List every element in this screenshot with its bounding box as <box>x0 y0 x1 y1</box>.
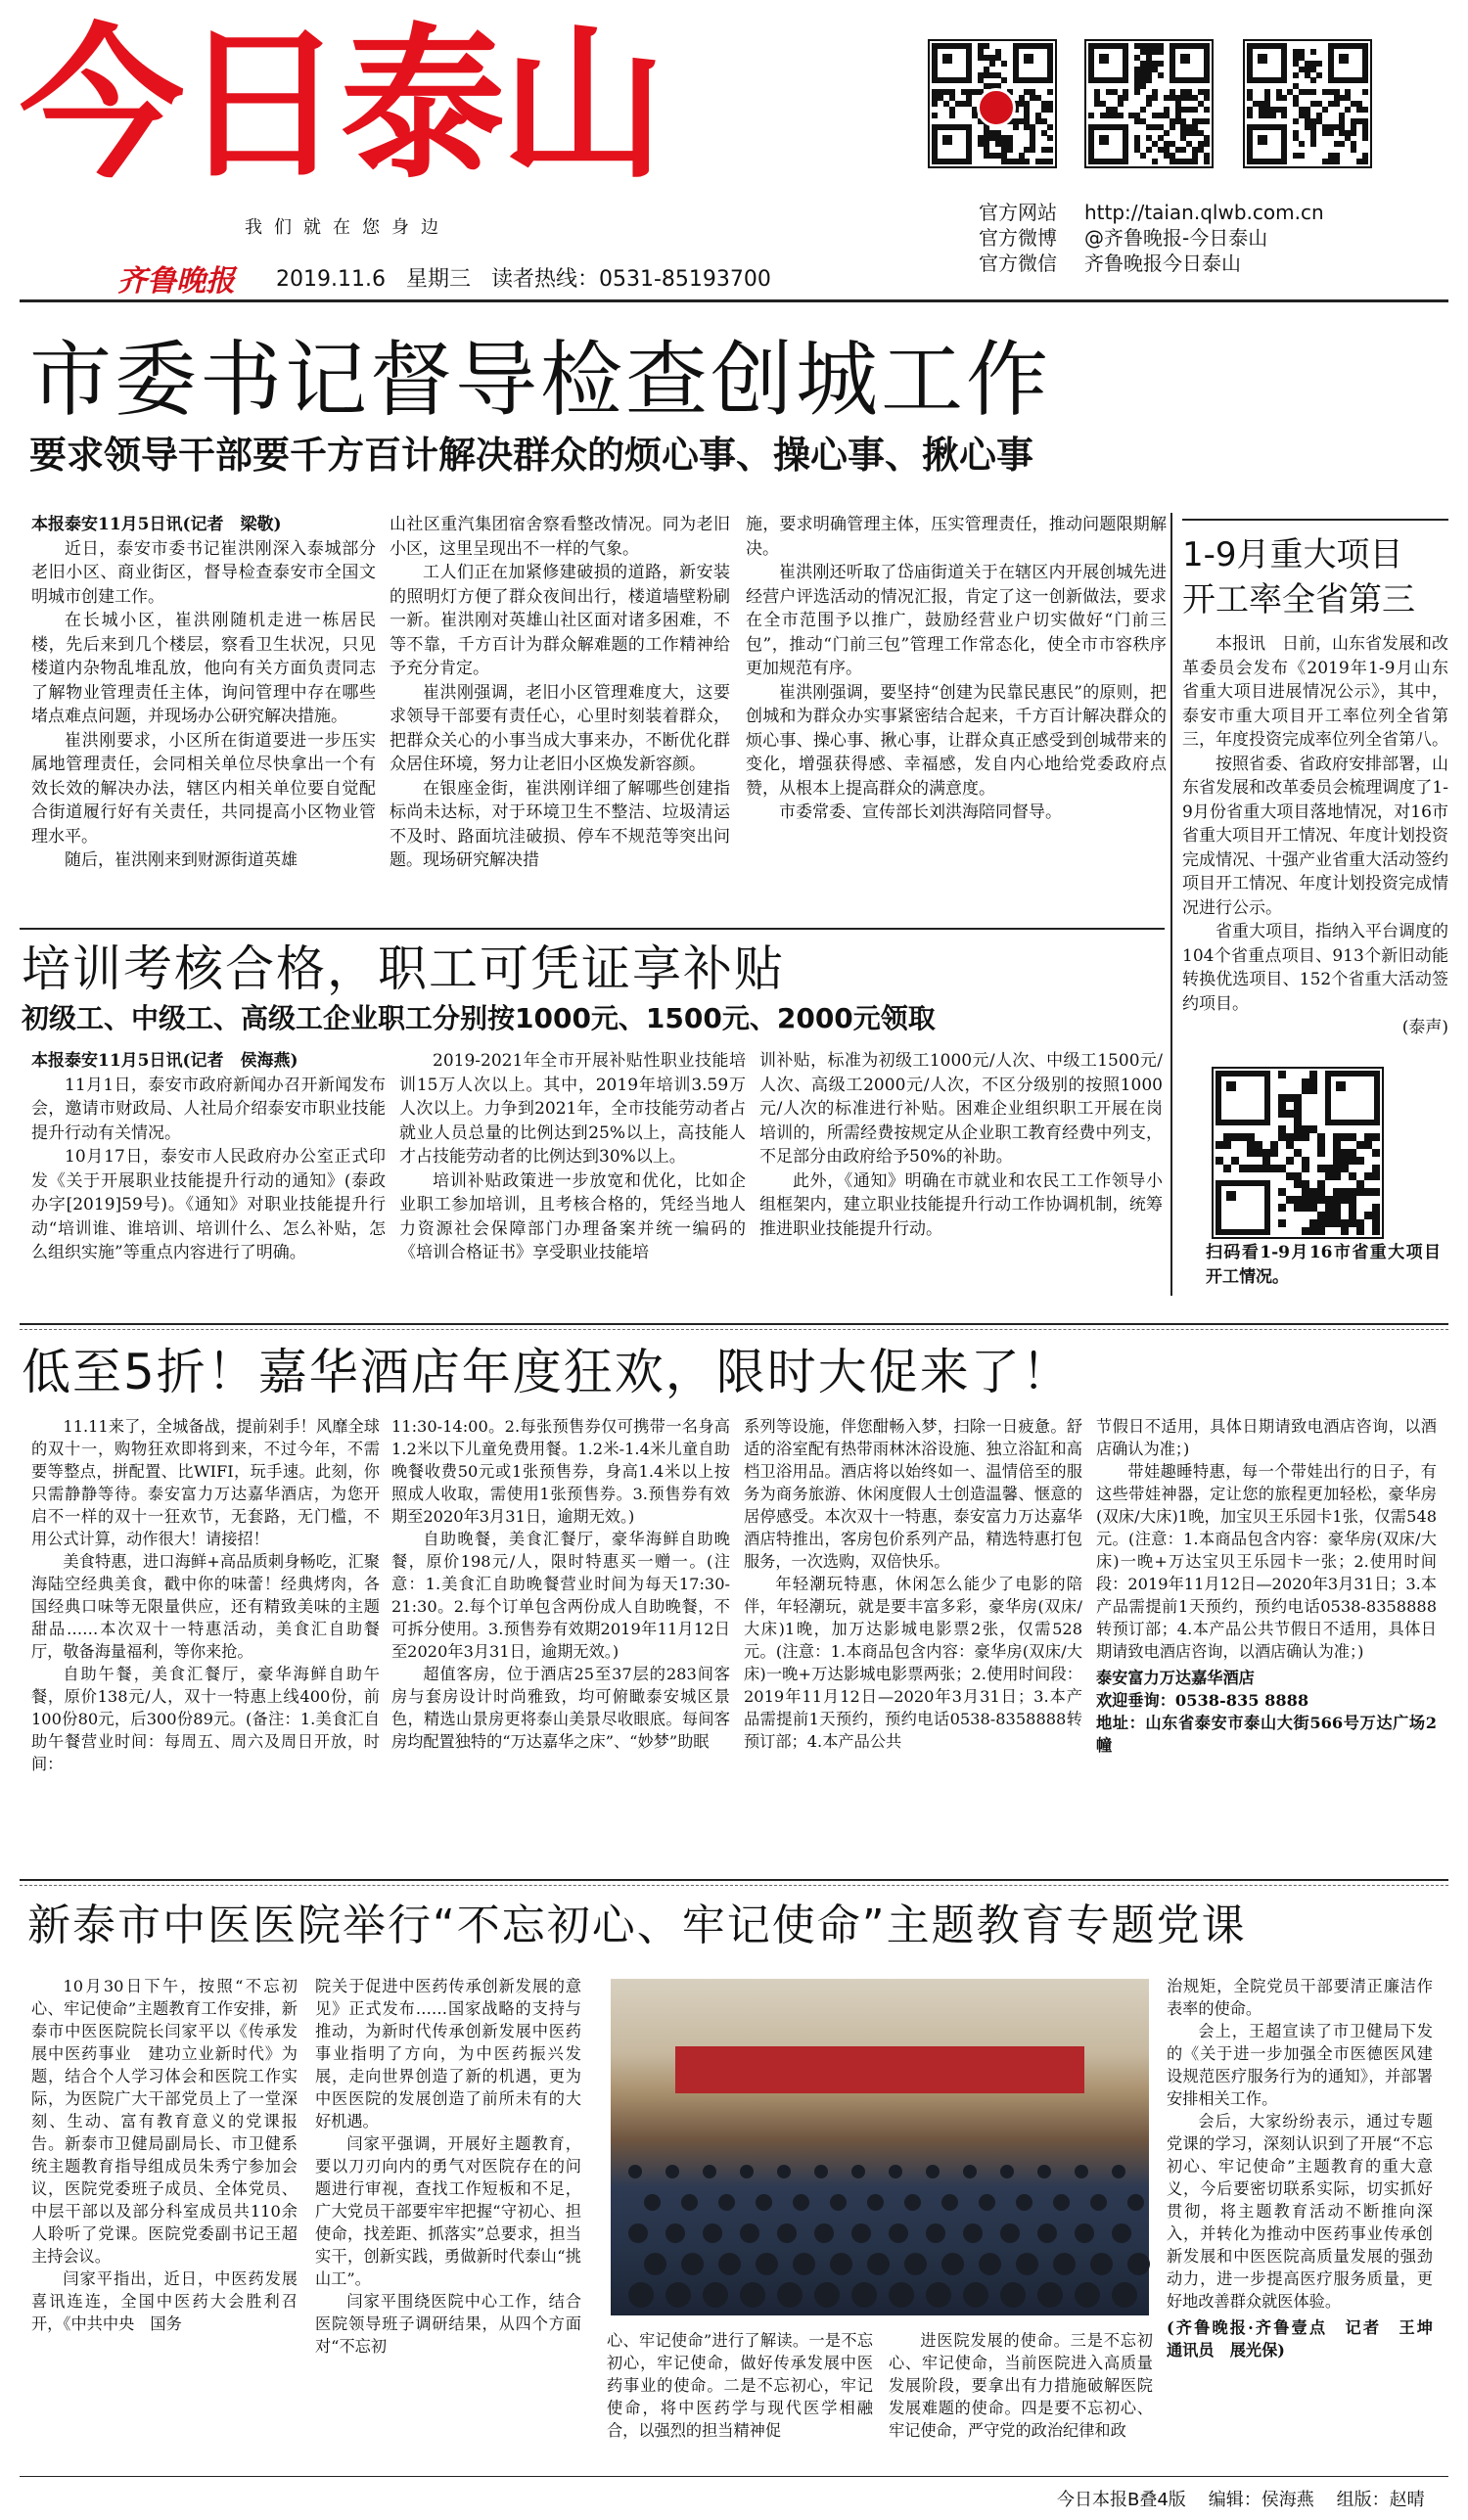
qr-code-icon <box>1084 39 1214 168</box>
hotel-address: 地址：山东省泰安市泰山大街566号万达广场2幢 <box>1096 1714 1437 1755</box>
issue-date: 2019.11.6 <box>276 267 386 292</box>
newspaper-logo: 今日泰山 <box>20 9 662 201</box>
article-subhead: 初级工、中级工、高级工企业职工分别按1000元、1500元、2000元领取 <box>22 1002 936 1034</box>
article4-column-2 <box>315 1975 581 2358</box>
paragraph: 闫家平围绕医院中心工作，结合医院领导班子调研结果，从四个方面对“不忘初 <box>315 2292 581 2356</box>
paragraph: 2019-2021年全市开展补贴性职业技能培训15万人次以上。其中，2019年培训3.59万人次以上。力争到2021年，全市技能劳动者占就业人员总量的比例达到25%以上，高技能人才占技能劳动者的比例达到30%以上。 <box>399 1051 746 1167</box>
paragraph: 省重大项目，指纳入平台调度的104个省重点项目、913个新旧动能转换优选项目、152个省重大活动签约项目。 <box>1182 922 1448 1014</box>
section-divider <box>20 1879 1448 1886</box>
paragraph: 11月1日，泰安市政府新闻办召开新闻发布会，邀请市财政局、人社局介绍泰安市职业技能提升行动有关情况。 <box>31 1075 386 1143</box>
official-wechat: 齐鲁晚报今日泰山 <box>1084 252 1241 275</box>
article3-column-4 <box>1096 1415 1437 1757</box>
sidebar-top-rule <box>1182 519 1448 521</box>
article2-column-2 <box>399 1049 746 1265</box>
masthead-divider <box>20 299 1448 302</box>
sidebar-title-line: 开工率全省第三 <box>1182 580 1415 619</box>
paragraph: 崔洪刚强调，老旧小区管理难度大，这要求领导干部要有责任心，心里时刻装着群众，把群众关心的小事当成大事来办，不断优化群众居住环境，努力让老旧小区焕发新容颜。 <box>390 682 730 774</box>
footer <box>1057 2486 1425 2511</box>
paragraph: 节假日不适用，具体日期请致电酒店咨询，以酒店确认为准；) <box>1096 1417 1437 1458</box>
paragraph: 培训补贴政策进一步放宽和优化，比如企业职工参加培训，且考核合格的，凭经当地人力资源社会保障部门办理备案并统一编码的《培训合格证书》享受职业技能培 <box>399 1170 746 1262</box>
article-byline: 本报泰安11月5日讯(记者 侯海燕) <box>31 1051 298 1071</box>
paragraph: 闫家平强调，开展好主题教育，要以刀刃向内的勇气对医院存在的问题进行审视，查找工作短板和不足，广大党员干部要牢牢把握“守初心、担使命，找差距、抓落实”总要求，担当实干，创新实践，勇做新时代泰山“挑山工”。 <box>315 2134 581 2288</box>
footer-page: 今日本报B叠4版 <box>1057 2490 1186 2510</box>
paragraph: 进医院发展的使命。三是不忘初心、牢记使命，当前医院进入高质量发展阶段，要拿出有力措施破解医院发展难题的使命。四是要不忘初心、牢记使命，严守党的政治纪律和政 <box>889 2331 1153 2440</box>
article4-column-4 <box>889 2329 1153 2442</box>
paragraph: 院关于促进中医药传承创新发展的意见》正式发布……国家战略的支持与推动，为新时代传承创新发展中医药事业指明了方向，为中医药振兴发展，走向世界创造了新的机遇，更为中医医院的发展创造了前所未有的大好机遇。 <box>315 1977 581 2131</box>
qr-code-icon <box>1243 39 1372 168</box>
footer-layout: 组版：赵晴 <box>1336 2490 1425 2510</box>
paragraph: 治规矩，全院党员干部要清正廉洁作表率的使命。 <box>1167 1977 1433 2018</box>
hotel-phone: 欢迎垂询：0538-835 8888 <box>1096 1691 1309 1710</box>
paragraph: 此外，《通知》明确在市就业和农民工工作领导小组框架内，建立职业技能提升行动工作协调机制，统筹推进职业技能提升行动。 <box>759 1170 1163 1239</box>
paragraph: 崔洪刚强调，要坚持“创建为民靠民惠民”的原则，把创城和为群众办实事紧密结合起来，千方百计解决群众的烦心事、操心事、揪心事，让群众真正感受到创城带来的变化，增强获得感、幸福感，发自内心地给党委政府点赞，从根本上提高群众的满意度。 <box>746 682 1167 799</box>
paragraph: 会上，王超宣读了市卫健局下发的《关于进一步加强全市医德医风建设规范医疗服务行为的通知》，并部署安排相关工作。 <box>1167 2022 1433 2108</box>
paragraph: 崔洪刚还听取了岱庙街道关于在辖区内开展创城先进经营户评选活动的情况汇报，肯定了这一创新做法，要求在全市范围予以推广，鼓励经营业户切实做好“门前三包”，推动“门前三包”管理工作常态化，使全市市容秩序更加规范有序。 <box>746 563 1167 678</box>
article-byline: 本报泰安11月5日讯(记者 梁敬) <box>31 515 282 534</box>
official-label: 官方网站 <box>979 201 1057 224</box>
qr-caption: 扫码看1-9月16市省重大项目开工情况。 <box>1206 1243 1441 1287</box>
sidebar-divider <box>1170 513 1172 1296</box>
sidebar-body <box>1182 632 1448 1040</box>
paragraph: 施，要求明确管理主体，压实管理责任，推动问题限期解决。 <box>746 515 1167 559</box>
paragraph: 闫家平指出，近日，中医药发展喜讯连连，全国中医药大会胜利召开，《中共中央 国务 <box>31 2269 298 2333</box>
paragraph: 工人们正在加紧修建破损的道路，新安装的照明灯方便了群众夜间出行，楼道墙壁粉刷一新。崔洪刚对英雄山社区面对诸多困难，不等不靠，千方百计为群众解难题的工作精神给予充分肯定。 <box>390 563 730 678</box>
article-headline: 低至5折！嘉华酒店年度狂欢，限时大促来了！ <box>22 1344 1073 1400</box>
paragraph: 在银座金街，崔洪刚详细了解哪些创建指标尚未达标，对于环境卫生不整洁、垃圾清运不及时、路面坑洼破损、停车不规范等突出问题。现场研究解决措 <box>390 778 730 870</box>
paragraph: 美食特惠，进口海鲜+高品质刺身畅吃，汇聚海陆空经典美食，戳中你的味蕾！经典烤肉，各国经典口味等无限量供应，还有精致美味的主题甜品……本次双十一特惠活动，美食汇自助餐厅，敬备海量福利，等你来抢。 <box>31 1552 380 1661</box>
paragraph: 10月17日，泰安市人民政府办公室正式印发《关于开展职业技能提升行动的通知》(泰政办字[2019]59号)。《通知》对职业技能提升行动“培训谁、谁培训、培训什么、怎么补贴，怎么组织实施”等重点内容进行了明确。 <box>31 1147 386 1262</box>
paragraph: 年轻潮玩特惠，休闲怎么能少了电影的陪伴，年轻潮玩，就是要丰富多彩，豪华房(双床/大床)1晚，加万达影城电影票2张，仅需528元。(注意：1.本商品包含内容：豪华房(双床/大床)一晚+万达影城电影票两张；2.使用时间段：2019年11月12日—2020年3月31日；3.本产品需提前1天预约，预约电话0538-8358888转预订部；4.本产品公共 <box>744 1575 1082 1751</box>
article1-column-1 <box>31 513 376 873</box>
qr-code-icon <box>1212 1067 1384 1239</box>
footer-rule <box>20 2476 1448 2477</box>
paragraph: 市委常委、宣传部长刘洪海陪同督导。 <box>779 802 1062 822</box>
official-website[interactable]: http://taian.qlwb.com.cn <box>1084 201 1324 224</box>
paragraph: 崔洪刚要求，小区所在街道要进一步压实属地管理责任，会同相关单位尽快拿出一个有效长效的解决办法，辖区内相关单位要自觉配合街道履行好有关责任，共同提高小区物业管理水平。 <box>31 730 376 847</box>
official-channels <box>979 200 1324 276</box>
paragraph: 自助晚餐，美食汇餐厅，豪华海鲜自助晚餐，原价198元/人，限时特惠买一赠一。(注意：1.美食汇自助晚餐营业时间为每天17:30-21:30。2.每个订单包含两份成人自助晚餐，不可拆分使用。3.预售券有效期2019年11月12日至2020年3月31日，逾期无效。) <box>391 1530 730 1661</box>
sidebar-title-line: 1-9月重大项目 <box>1182 535 1403 574</box>
paragraph: 系列等设施，伴您酣畅入梦，扫除一日疲惫。舒适的浴室配有热带雨林沐浴设施、独立浴缸和高档卫浴用品。酒店将以始终如一、温情倍至的服务为商务旅游、休闲度假人士创造温馨、惬意的居停感受。本次双十一特惠，泰安富力万达嘉华酒店特推出，客房包价系列产品，精选特惠打包服务，一次选购，双倍快乐。 <box>744 1417 1082 1571</box>
paragraph: 训补贴，标准为初级工1000元/人次、中级工1500元/人次、高级工2000元/人次，不区分级别的按照1000元/人次的标准进行补贴。困难企业组织职工开展在岗培训的，所需经费按规定从企业职工教育经费中列支，不足部分由政府给予50%的补助。 <box>759 1051 1163 1167</box>
footer-editor: 编辑：侯海燕 <box>1208 2490 1314 2510</box>
official-label: 官方微信 <box>979 252 1057 275</box>
article4-column-1 <box>31 1975 298 2335</box>
article2-column-3 <box>759 1049 1163 1241</box>
article2-column-1 <box>31 1049 386 1265</box>
slogan: 我们就在您身边 <box>245 217 450 238</box>
paragraph: 带娃趣睡特惠，每一个带娃出行的日子，有这些带娃神器，定让您的旅程更加轻松，豪华房(双床/大床)1晚，加宝贝王乐园卡1张，仅需548元。(注意：1.本商品包含内容：豪华房(双床/大床)一晚+万达宝贝王乐园卡一张；2.使用时间段：2019年11月12日—2020年3月31日；3.本产品需提前1天预约，预约电话0538-8358888转预订部；4.本产品公共节假日不适用，具体日期请致电酒店咨询，以酒店确认为准；) <box>1096 1462 1437 1661</box>
article-headline: 新泰市中医医院举行“不忘初心、牢记使命”主题教育专题党课 <box>27 1901 1247 1950</box>
paragraph: 山社区重汽集团宿舍察看整改情况。同为老旧小区，这里呈现出不一样的气象。 <box>390 515 730 559</box>
paragraph: 按照省委、省政府安排部署，山东省发展和改革委员会梳理调度了1-9月份省重大项目落地情况，对16市省重大项目开工情况、年度计划投资完成情况、十强产业省重大活动签约项目开工情况、年度计划投资完成情况进行公示。 <box>1182 754 1448 918</box>
official-weibo: @齐鲁晚报-今日泰山 <box>1084 226 1268 250</box>
hotel-name: 泰安富力万达嘉华酒店 <box>1096 1669 1255 1687</box>
meeting-photo <box>611 1979 1149 2315</box>
weekday: 星期三 <box>405 267 471 292</box>
article3-column-3 <box>744 1415 1082 1753</box>
paragraph: 随后，崔洪刚来到财源街道英雄 <box>65 850 298 870</box>
article-headline: 培训考核合格，职工可凭证享补贴 <box>22 940 785 997</box>
sidebar-title <box>1182 532 1415 622</box>
paragraph: 近日，泰安市委书记崔洪刚深入泰城部分老旧小区、商业街区，督导检查泰安市全国文明城市创建工作。 <box>31 538 376 607</box>
brand-name: 齐鲁晚报 <box>117 264 235 298</box>
paragraph: 在长城小区，崔洪刚随机走进一栋居民楼，先后来到几个楼层，察看卫生状况，只见楼道内杂物乱堆乱放，他向有关方面负责同志了解物业管理责任主体，询问管理中存在哪些堵点难点问题，并现场办公研究解决措施。 <box>31 611 376 726</box>
paragraph: 本报讯 日前，山东省发展和改革委员会发布《2019年1-9月山东省重大项目进展情况公示》，其中，泰安市重大项目开工率位列全省第三，年度投资完成率位列全省第八。 <box>1182 634 1448 750</box>
official-label: 官方微博 <box>979 226 1057 250</box>
paragraph: 11.11来了，全城备战，提前剁手！风靡全球的双十一，购物狂欢即将到来，不过今年，不需要等整点，拼配置、比WIFI，玩手速。此刻，你只需静静等待。泰安富力万达嘉华酒店，为您开启不一样的双十一狂欢节，无套路，无门槛，不用公式计算，动作很大！请接招！ <box>31 1417 380 1548</box>
article3-column-2 <box>391 1415 730 1753</box>
dateline <box>276 262 771 293</box>
paragraph: 心、牢记使命”进行了解读。一是不忘初心，牢记使命，做好传承发展中医药事业的使命。二是不忘初心，牢记使命，将中医药学与现代医学相融合，以强烈的担当精神促 <box>607 2331 873 2440</box>
section-divider <box>20 1323 1448 1330</box>
article3-column-1 <box>31 1415 380 1775</box>
article1-column-3 <box>746 513 1167 825</box>
article4-column-5 <box>1167 1975 1449 2361</box>
article-headline: 市委书记督导检查创城工作 <box>29 332 1052 428</box>
photo-banner <box>675 2046 1084 2093</box>
article-credit: (齐鲁晚报·齐鲁壹点 记者 王坤 通讯员 展光保) <box>1167 2318 1449 2360</box>
paragraph: 会后，大家纷纷表示，通过专题党课的学习，深刻认识到了开展“不忘初心、牢记使命”主题教育的重大意义，今后要密切联系实际，切实抓好贯彻，将主题教育活动不断推向深入，并转化为推动中医药事业传承创新发展和中医医院高质量发展的强劲动力，进一步提高医疗服务质量，更好地改善群众就医体验。 <box>1167 2112 1433 2311</box>
article4-column-3 <box>607 2329 873 2442</box>
qr-code-icon <box>928 39 1057 168</box>
paragraph: 自助午餐，美食汇餐厅，豪华海鲜自助午餐，原价138元/人，双十一特惠上线400份，前100份80元，后300份89元。(备注：1.美食汇自助午餐营业时间：每周五、周六及周日开放，时间： <box>31 1665 380 1773</box>
article-subhead: 要求领导干部要千方百计解决群众的烦心事、操心事、揪心事 <box>29 434 1034 477</box>
paragraph: 11:30-14:00。2.每张预售券仅可携带一名身高1.2米以下儿童免费用餐。1.2米-1.4米儿童自助晚餐收费50元或1张预售券，身高1.4米以上按照成人收取，需使用1张预售券。3.预售券有效期至2020年3月31日，逾期无效。) <box>391 1417 730 1526</box>
paragraph: 超值客房，位于酒店25至37层的283间客房与套房设计时尚雅致，均可俯瞰泰安城区景色，精选山景房更将泰山美景尽收眼底。每间客房均配置独特的“万达嘉华之床”、“妙梦”助眠 <box>391 1665 730 1751</box>
hotline: 读者热线：0531-85193700 <box>490 267 771 292</box>
sidebar-source: (泰声) <box>1401 1018 1448 1037</box>
paragraph: 10月30日下午，按照“不忘初心、牢记使命”主题教育工作安排，新泰市中医医院院长闫家平以《传承发展中医药事业 建功立业新时代》为题，结合个人学习体会和医院工作实际，为医院广大干部党员上了一堂深刻、生动、富有教育意义的党课报告。新泰市卫健局副局长、市卫健系统主题教育指导组成员朱秀宁参加会议，医院党委班子成员、全体党员、中层干部以及部分科室成员共110余人聆听了党课。医院党委副书记王超主持会议。 <box>31 1977 298 2266</box>
article1-column-2 <box>390 513 730 873</box>
section-divider <box>20 928 1165 930</box>
